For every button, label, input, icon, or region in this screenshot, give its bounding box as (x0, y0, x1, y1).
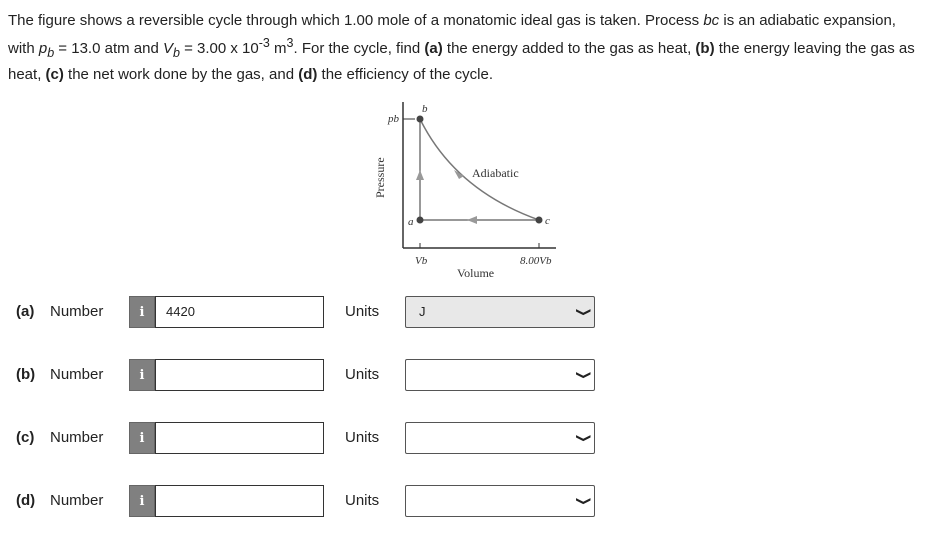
number-label: Number (50, 366, 104, 383)
units-select[interactable] (405, 296, 595, 328)
pv-diagram (360, 100, 600, 285)
units-value: J (419, 304, 426, 319)
number-label: Number (50, 492, 104, 509)
point-a (417, 217, 424, 224)
number-input[interactable] (155, 359, 324, 391)
answer-row-d (0, 485, 929, 517)
pb-label: pb (388, 113, 399, 125)
part-label: (b) (16, 366, 36, 383)
v8-label: 8.00Vb (520, 255, 552, 267)
point-c (536, 217, 543, 224)
info-icon[interactable]: i (129, 359, 155, 391)
units-select[interactable] (405, 422, 595, 454)
answer-row-a (0, 296, 929, 328)
info-icon[interactable]: i (129, 296, 155, 328)
answer-row-c (0, 422, 929, 454)
y-axis-label: Pressure (373, 157, 387, 198)
units-label: Units (345, 303, 380, 320)
vb-label: Vb (415, 255, 428, 267)
number-input[interactable] (155, 422, 324, 454)
part-label: (c) (16, 429, 35, 446)
label-c: c (545, 215, 550, 227)
units-label: Units (345, 429, 380, 446)
units-select[interactable] (405, 485, 595, 517)
chevron-down-icon: ❯ (575, 496, 592, 506)
info-icon[interactable]: i (129, 422, 155, 454)
arrow-up-icon (416, 170, 424, 180)
chevron-down-icon: ❯ (575, 433, 592, 443)
label-b: b (422, 103, 428, 115)
number-label: Number (50, 429, 104, 446)
number-input[interactable] (155, 485, 324, 517)
arrow-left-icon (467, 216, 477, 224)
number-input[interactable]: 4420 (155, 296, 324, 328)
question-text: The figure shows a reversible cycle through which 1.00 mole of a monatomic ideal gas is taken. Process bc is an adiabatic expansion, with $p_b = 13.0$ atm and $V_b = 3.00$ x $10^{-3}$ $m^3$. For the cycle, find (a) the energy added to the gas as heat, (b) the energy leaving the gas as heat, (c) the net work done by the gas, and (d) the efficiency of the cycle. (8, 12, 915, 83)
point-b (417, 116, 424, 123)
number-label: Number (50, 303, 104, 320)
chevron-down-icon: ❯ (575, 307, 592, 317)
units-select[interactable] (405, 359, 595, 391)
chevron-down-icon: ❯ (575, 370, 592, 380)
units-label: Units (345, 492, 380, 509)
units-label: Units (345, 366, 380, 383)
part-label: (a) (16, 303, 35, 320)
answer-row-b (0, 359, 929, 391)
part-label: (d) (16, 492, 36, 509)
x-axis-label: Volume (457, 266, 495, 280)
label-a: a (408, 216, 414, 228)
adiabatic-label: Adiabatic (472, 166, 519, 180)
info-icon[interactable]: i (129, 485, 155, 517)
